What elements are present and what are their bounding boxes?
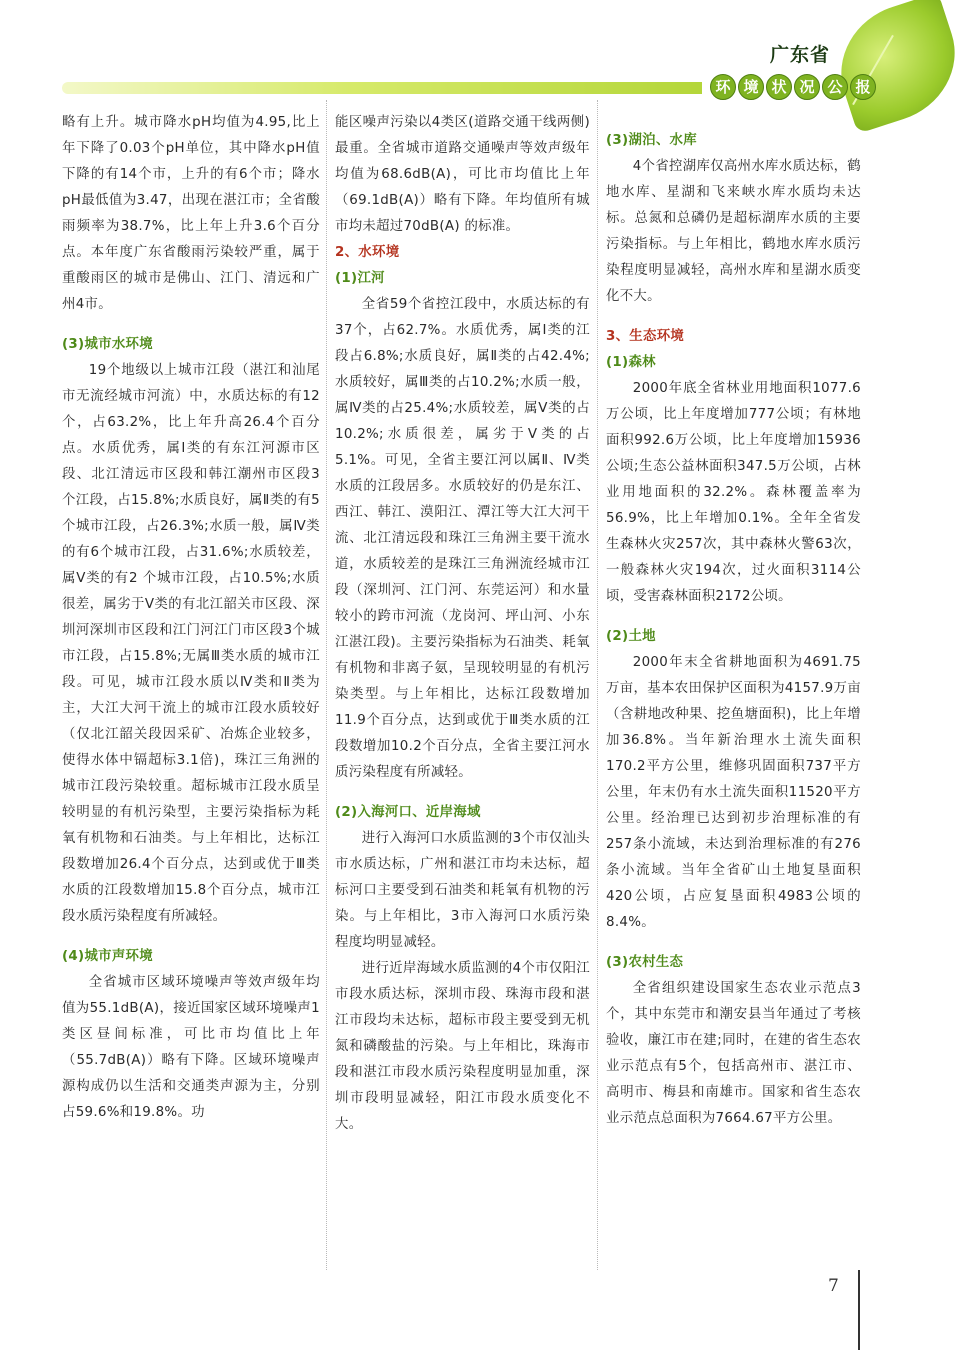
brand-char: 状: [766, 74, 792, 100]
paragraph: 全省城市区域环境噪声等效声级年均值为55.1dB(A)，接近国家区域环境噪声1类区昼间标准，可比市均值比上年（55.7dB(A)）略有下降。区域环境噪声源构成仍以生活和交通类声源为主，分别占59.6%和19.8%。功: [62, 975, 320, 1120]
brand-char: 公: [822, 74, 848, 100]
paragraph: 全省59个省控江段中，水质达标的有37个，占62.7%。水质优秀，属Ⅰ类的江段占6.8%;水质良好，属Ⅱ类的占42.4%;水质较好，属Ⅲ类的占10.2%;水质一般，属Ⅳ类的占25.4%;水质较差，属Ⅴ类的占10.2%;水质很差，属劣于Ⅴ类的占5.1%。可见，全省主要江河以属Ⅱ、Ⅳ类水质的江段居多。水质较好的仍是东江、西江、韩江、漠阳江、潭江等大江大河干流、北江清远段和珠江三角洲主要干流水道，水质较差的是珠江三角洲流经城市江段（深圳河、江门河、东莞运河）和水量较小的跨市河流（龙岗河、坪山河、小东江湛江段)。主要污染指标为石油类、耗氧有机物和非离子氨，呈现较明显的有机污染类型。与上年相比，达标江段数增加11.9个百分点，达到或优于Ⅲ类水质的江段数增加10.2个百分点，全省主要江河水质污染程度有所减轻。: [335, 297, 590, 780]
column-divider: [326, 100, 327, 1270]
paragraph: 19个地级以上城市江段（湛江和汕尾市无流经城市河流）中，水质达标的有12个，占63.2%，比上年升高26.4个百分点。水质优秀，属Ⅰ类的有东江河源市区段、北江清远市区段和韩江潮州市区段3 个江段，占15.8%;水质良好，属Ⅱ类的有5个城市江段，占26.3%;水质一般，属Ⅳ类的有6个城市江段，占31.6%;水质较差，属Ⅴ类的有2 个城市江段，占10.5%;水质很差，属劣于Ⅴ类的有北江韶关市区段、深圳河深圳市区段和江门河江门市区段3个城市江段，占15.8%;无属Ⅲ类水质的城市江段。可见，城市江段水质以Ⅳ类和Ⅱ类为主，大江大河干流上的城市江段水质较好（仅北江韶关段因采矿、冶炼企业较多，使得水体中镉超标3.1倍)，珠江三角洲的城市江段污染较重。超标城市江段水质呈较明显的有机污染型，主要污染指标为耗氧有机物和石油类。与上年相比，达标江段数增加26.4个百分点，达到或优于Ⅲ类水质的江段数增加15.8个百分点，城市江段水质污染程度有所减轻。: [62, 363, 320, 924]
brand-title: 广东省: [769, 44, 830, 66]
paragraph: 进行入海河口水质监测的3个市仅汕头市水质达标，广州和湛江市均未达标，超标河口主要受到石油类和耗氧有机物的污染。与上年相比，3市入海河口水质污染程度均明显减轻。: [335, 831, 590, 950]
brand-char: 报: [850, 74, 876, 100]
paragraph: 全省组织建设国家生态农业示范点3个，其中东莞市和潮安县当年通过了考核验收，廉江市在建;同时，在建的省生态农业示范点有5个，包括高州市、湛江市、高明市、梅县和南雄市。国家和省生态农业示范点总面积为7664.67平方公里。: [606, 981, 861, 1126]
brand-char: 环: [710, 74, 736, 100]
heading-eco: 3、生态环境: [606, 329, 685, 344]
subheading-forest: (1)森林: [606, 355, 656, 370]
column-2: [335, 110, 590, 1138]
subheading-estuary: (2)入海河口、近岸海域: [335, 805, 481, 820]
paragraph: 能区噪声污染以4类区(道路交通干线两侧)最重。全省城市道路交通噪声等效声级年均值为68.6dB(A)，可比市均值比上年（69.1dB(A)）略有下降。年均值所有城市均未超过70dB(A) 的标准。: [335, 115, 590, 234]
paragraph: 略有上升。城市降水pH均值为4.95,比上年下降了0.03个pH单位，其中降水pH值下降的有14个市，上升的有6个市；降水pH最低值为3.47，出现在湛江市；全省酸雨频率为38.7%，比上年上升3.6个百分点。本年度广东省酸雨污染较严重，属于重酸雨区的城市是佛山、江门、清远和广州4市。: [62, 115, 320, 312]
report-brand: [700, 40, 920, 110]
subheading-river: (1)江河: [335, 271, 385, 286]
subheading-rural: (3)农村生态: [606, 955, 684, 970]
brand-char: 境: [738, 74, 764, 100]
subheading-city-water: (3)城市水环境: [62, 337, 153, 352]
column-3: [606, 128, 861, 1132]
brand-subtitle: [710, 74, 876, 100]
header-bar: [62, 82, 702, 94]
paragraph: 进行近岸海域水质监测的4个市仅阳江市段水质达标，深圳市段、珠海市段和湛江市段均未达标，超标市段主要受到无机氮和磷酸盐的污染。与上年相比，珠海市段和湛江市段水质污染程度明显加重，深圳市段明显减轻，阳江市段水质变化不大。: [335, 961, 590, 1132]
page-number-rule: [858, 1270, 860, 1350]
column-1: [62, 110, 320, 1126]
column-divider: [597, 100, 598, 1270]
paragraph: 4个省控湖库仅高州水库水质达标，鹤地水库、星湖和飞来峡水库水质均未达标。总氮和总磷仍是超标湖库水质的主要污染指标。与上年相比，鹤地水库水质污染程度明显减轻，高州水库和星湖水质变化不大。: [606, 159, 861, 304]
brand-char: 况: [794, 74, 820, 100]
subheading-city-noise: (4)城市声环境: [62, 949, 153, 964]
subheading-lake: (3)湖泊、水库: [606, 133, 697, 148]
paragraph: 2000年底全省林业用地面积1077.6万公顷，比上年度增加777公顷；有林地面积992.6万公顷，比上年度增加15936公顷;生态公益林面积347.5万公顷，占林业用地面积的32.2%。森林覆盖率为56.9%，比上年增加0.1%。全年全省发生森林火灾257次，其中森林火警63次，一般森林火灾194次，过火面积3114公顷，受害森林面积2172公顷。: [606, 381, 861, 604]
heading-water: 2、水环境: [335, 245, 400, 260]
paragraph: 2000年末全省耕地面积为4691.75万亩，基本农田保护区面积为4157.9万亩（含耕地改种果、挖鱼塘面积)，比上年增加36.8%。当年新治理水土流失面积170.2平方公里，维修巩固面积737平方公里，年末仍有水土流失面积11520平方公里。经治理已达到初步治理标准的有257条小流域，未达到治理标准的有276条小流域。当年全省矿山土地复垦面积420公顷，占应复垦面积4983公顷的8.4%。: [606, 655, 861, 930]
subheading-land: (2)土地: [606, 629, 656, 644]
page-number: 7: [828, 1276, 839, 1296]
